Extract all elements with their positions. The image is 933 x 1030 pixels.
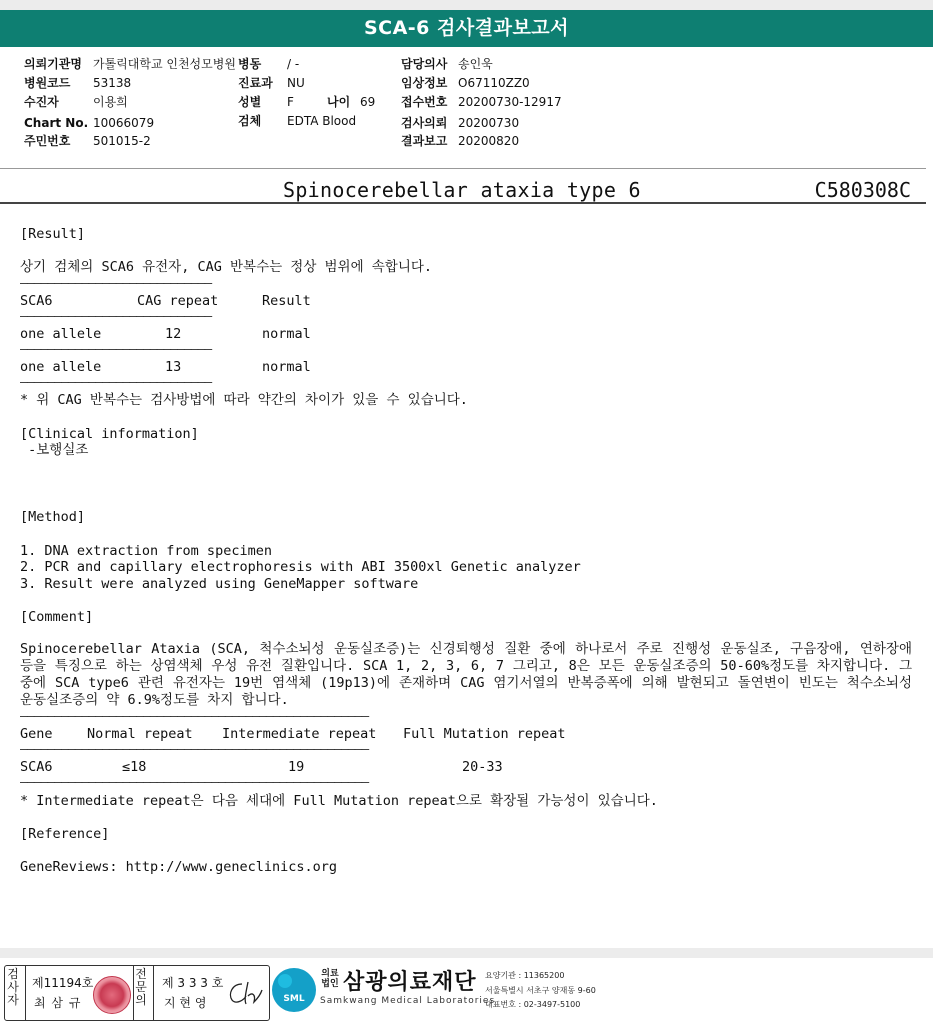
specialist-name: 지 현 영 bbox=[164, 996, 207, 1010]
row1-result: normal bbox=[262, 326, 311, 342]
result-table-rule: ———————————————————————————— bbox=[20, 276, 212, 291]
signature-icon bbox=[224, 978, 264, 1008]
row1-cag: 12 bbox=[165, 326, 182, 342]
org-name-en: Samkwang Medical Laboratories bbox=[320, 996, 496, 1006]
bottom-strip bbox=[0, 948, 933, 958]
label-report-date: 결과보고 bbox=[401, 134, 448, 148]
value-report-date: 20200820 bbox=[458, 134, 520, 148]
test-name: Spinocerebellar ataxia type 6 bbox=[283, 178, 641, 202]
comment-table-rule: ——————————————————————————————————————————————————— bbox=[20, 775, 369, 790]
row1-allele: one allele bbox=[20, 326, 102, 342]
label-clinical-info: 임상정보 bbox=[401, 76, 448, 90]
comment-table-rule: ——————————————————————————————————————————————————— bbox=[20, 742, 369, 757]
label-specimen: 검체 bbox=[238, 114, 262, 128]
org-name: 삼광의료재단 bbox=[343, 970, 477, 995]
value-hospital-code: 53138 bbox=[93, 76, 132, 90]
label-institution: 의뢰기관명 bbox=[24, 57, 82, 71]
sml-logo-icon: SML bbox=[272, 968, 316, 1012]
inspector-name: 최 삼 규 bbox=[34, 996, 82, 1010]
label-department: 진료과 bbox=[238, 76, 273, 90]
method-item: 3. Result were analyzed using GeneMapper software bbox=[20, 576, 419, 592]
result-heading: [Result] bbox=[20, 226, 86, 242]
institution-no: 요양기관 : 11365200 bbox=[485, 971, 565, 980]
method-item: 2. PCR and capillary electrophoresis with ABI 3500xl Genetic analyzer bbox=[20, 559, 581, 575]
label-patient: 수진자 bbox=[24, 95, 59, 109]
comment-row-gene: SCA6 bbox=[20, 759, 53, 775]
test-code: C580308C bbox=[814, 178, 911, 202]
result-col-result: Result bbox=[262, 293, 311, 309]
label-age: 나이 bbox=[327, 95, 351, 109]
comment-col-full: Full Mutation repeat bbox=[403, 726, 566, 742]
value-receipt-no: 20200730-12917 bbox=[458, 95, 562, 109]
comment-heading: [Comment] bbox=[20, 609, 94, 625]
result-table-rule: ———————————————————————————— bbox=[20, 309, 212, 324]
header-divider bbox=[0, 168, 926, 169]
value-patient: 이용희 bbox=[93, 95, 128, 109]
row2-cag: 13 bbox=[165, 359, 182, 375]
value-institution: 가톨릭대학교 인천성모병원 bbox=[93, 57, 236, 71]
comment-row-intermediate: 19 bbox=[288, 759, 305, 775]
label-resident-no: 주민번호 bbox=[24, 134, 71, 148]
reference-link[interactable]: GeneReviews: http://www.geneclinics.org bbox=[20, 859, 337, 875]
specialist-license: 제 3 3 3 호 bbox=[162, 976, 224, 990]
comment-table-rule: ——————————————————————————————————————————————————— bbox=[20, 709, 369, 724]
label-receipt-no: 접수번호 bbox=[401, 95, 448, 109]
org-phone: 대표번호 : 02-3497-5100 bbox=[485, 1000, 581, 1009]
label-doctor: 담당의사 bbox=[401, 57, 448, 71]
comment-col-intermediate: Intermediate repeat bbox=[222, 726, 377, 742]
clinical-text: -보행실조 bbox=[20, 442, 89, 458]
org-prefix: 의료 법인 bbox=[321, 969, 339, 989]
label-chart-no: Chart No. bbox=[24, 116, 89, 130]
result-col-gene: SCA6 bbox=[20, 293, 53, 309]
value-request-date: 20200730 bbox=[458, 116, 520, 130]
org-address: 서울특별시 서초구 양재동 9-60 bbox=[485, 986, 596, 995]
value-resident-no: 501015-2 bbox=[93, 134, 151, 148]
inspector-label: 검사자 bbox=[7, 967, 19, 1007]
specialist-label: 전문의 bbox=[135, 967, 147, 1007]
reference-heading: [Reference] bbox=[20, 826, 110, 842]
comment-row-normal: ≤18 bbox=[122, 759, 147, 775]
value-specimen: EDTA Blood bbox=[287, 114, 357, 128]
result-summary: 상기 검체의 SCA6 유전자, CAG 반복수는 정상 범위에 속합니다. bbox=[20, 259, 433, 275]
value-clinical-info: O67110ZZ0 bbox=[458, 76, 530, 90]
label-request-date: 검사의뢰 bbox=[401, 116, 448, 130]
value-sex: F bbox=[287, 95, 294, 109]
result-note: * 위 CAG 반복수는 검사방법에 따라 약간의 차이가 있을 수 있습니다. bbox=[20, 392, 468, 408]
comment-col-normal: Normal repeat bbox=[87, 726, 193, 742]
method-item: 1. DNA extraction from specimen bbox=[20, 543, 272, 559]
label-hospital-code: 병원코드 bbox=[24, 76, 71, 90]
method-heading: [Method] bbox=[20, 509, 86, 525]
comment-row-full: 20-33 bbox=[462, 759, 503, 775]
comment-col-gene: Gene bbox=[20, 726, 53, 742]
result-table-rule: ———————————————————————————— bbox=[20, 342, 212, 357]
value-doctor: 송인욱 bbox=[458, 57, 493, 71]
result-col-cag: CAG repeat bbox=[137, 293, 219, 309]
row2-allele: one allele bbox=[20, 359, 102, 375]
inspector-license: 제11194호 bbox=[32, 976, 94, 990]
test-divider bbox=[0, 202, 926, 204]
top-strip bbox=[0, 0, 933, 10]
comment-text: Spinocerebellar Ataxia (SCA, 척수소뇌성 운동실조증)는 신경퇴행성 질환 중에 하나로서 주로 진행성 운동실조, 구음장애, 연하장애 등을 특징으로 하는 상염색체 우성 유전 질환입니다. SCA 1, 2, 3, 6, 7 그리고, 8은 모든 운동실조증의 50-60%정도를 차지합니다. 그중에 SCA type6 관련 유전자는 19번 염색체 (19p13)에 존재하며 CAG 염기서열의 반복증폭에 의해 발현되고 돌연변이 빈도는 척수소뇌성 운동실조증의 약 6.9%정도를 차지 합니다. bbox=[20, 641, 912, 708]
value-ward: / - bbox=[287, 57, 300, 71]
report-title: SCA-6 검사결과보고서 bbox=[0, 10, 933, 47]
label-sex: 성별 bbox=[238, 95, 262, 109]
label-ward: 병동 bbox=[238, 57, 262, 71]
value-department: NU bbox=[287, 76, 305, 90]
result-table-rule: ———————————————————————————— bbox=[20, 375, 212, 390]
clinical-heading: [Clinical information] bbox=[20, 426, 199, 442]
row2-result: normal bbox=[262, 359, 311, 375]
value-chart-no: 10066079 bbox=[93, 116, 155, 130]
comment-note: * Intermediate repeat은 다음 세대에 Full Mutation repeat으로 확장될 가능성이 있습니다. bbox=[20, 793, 658, 809]
value-age: 69 bbox=[360, 95, 376, 109]
seal-stamp bbox=[93, 976, 131, 1014]
